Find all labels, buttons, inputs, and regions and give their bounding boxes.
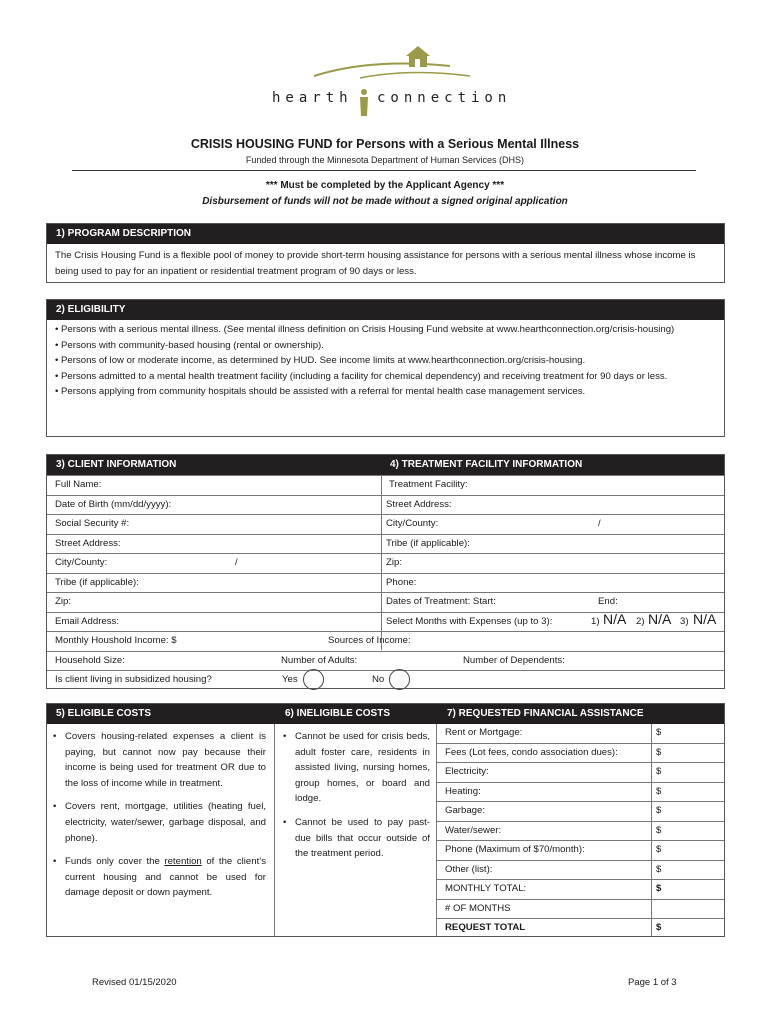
list-item: • Cannot be used for crisis beds, adult foster care, residents in assisted living, nursing homes, group homes, or board and lodge.	[283, 729, 430, 807]
client-street-field[interactable]: Street Address:	[55, 537, 121, 549]
list-item: • Covers housing-related expenses a client is paying, but cannot now pay because their income is being used for treatment OR due to the loss of income while in treatment.	[53, 729, 266, 791]
table-row	[47, 475, 724, 495]
ineligible-costs-list	[283, 729, 430, 862]
notice: *** Must be completed by the Applicant Agency ***	[265, 180, 505, 191]
list-item	[53, 854, 266, 901]
list-item: • Persons with community-based housing (rental or ownership).	[55, 338, 716, 354]
ineligible-costs-column	[275, 724, 437, 936]
table-row	[437, 744, 724, 764]
month-1-label: 1)	[591, 615, 600, 627]
list-item: • Persons applying from community hospitals should be assisted with a referral for mental health case management services.	[55, 384, 716, 400]
table-row	[47, 651, 724, 671]
section-heading: 1) PROGRAM DESCRIPTION	[47, 224, 724, 244]
facility-city-field[interactable]: City/County:	[386, 518, 439, 529]
ssn-field[interactable]: Social Security #:	[55, 518, 130, 529]
client-city-field[interactable]: City/County:	[55, 557, 108, 568]
household-size-field[interactable]: Household Size:	[55, 654, 125, 666]
month-2-label: 2)	[636, 615, 645, 627]
client-facility-table	[46, 454, 725, 689]
number-of-adults-field[interactable]: Number of Adults:	[281, 654, 358, 666]
no-label: No	[372, 674, 385, 685]
month-2-select[interactable]: N/A	[648, 610, 672, 627]
table-row	[437, 841, 724, 861]
month-3-label: 3)	[680, 615, 689, 627]
disbursement-notice: Disbursement of funds will not be made without a signed original application	[202, 196, 568, 207]
table-row	[437, 822, 724, 842]
monthly-total-label: MONTHLY TOTAL:	[445, 883, 527, 894]
email-field[interactable]: Email Address:	[55, 615, 119, 627]
financial-assistance-table	[437, 724, 724, 936]
assistance-label: Other (list):	[445, 863, 493, 875]
program-description-section	[46, 223, 725, 283]
list-item: • Covers rent, mortgage, utilities (heating fuel, electricity, water/sewer, garbage disposal, and phone).	[53, 799, 266, 846]
table-row	[47, 553, 724, 573]
retention-text: retention	[164, 856, 202, 868]
request-total-label: REQUEST TOTAL	[445, 922, 526, 933]
table-row	[437, 880, 724, 900]
request-total-field[interactable]: $	[651, 919, 724, 936]
number-of-dependents-field[interactable]: Number of Dependents:	[463, 654, 565, 666]
table-row	[437, 919, 724, 936]
page-number: Page 1 of 3	[628, 977, 677, 988]
slash: /	[598, 518, 601, 529]
table-row	[47, 514, 724, 534]
monthly-income-field[interactable]: Monthly Houshold Income: $	[55, 635, 177, 646]
assistance-amount-field[interactable]: $	[651, 724, 724, 743]
section-heading-row	[47, 704, 724, 724]
text: of the client’s current housing and cannot be used for damage deposit or down payment.	[65, 856, 266, 899]
program-description-text: The Crisis Housing Fund is a flexible pool of money to provide short-term housing assistance for persons with a serious mental illness whose income is being used to pay for an inpatient or residential treatment program of 90 days or less.	[55, 250, 696, 277]
table-row	[47, 534, 724, 554]
eligible-costs-column	[47, 724, 275, 936]
table-row	[437, 900, 724, 920]
no-radio[interactable]	[389, 669, 410, 690]
person-icon	[357, 88, 371, 118]
financial-assistance-heading: 7) REQUESTED FINANCIAL ASSISTANCE	[447, 708, 644, 719]
slash: /	[235, 557, 238, 568]
section-heading: 2) ELIGIBILITY	[47, 300, 724, 320]
table-row	[47, 495, 724, 515]
section-heading-row	[47, 455, 724, 475]
page-subtitle: Funded through the Minnesota Department of Human Services (DHS)	[245, 155, 525, 165]
eligibility-section	[46, 299, 725, 437]
subsidized-housing-label: Is client living in subsidized housing?	[55, 674, 212, 685]
table-row	[437, 763, 724, 783]
assistance-label: Rent or Mortgage:	[445, 727, 523, 738]
facility-tribe-field[interactable]: Tribe (if applicable):	[386, 537, 470, 549]
treatment-start-field[interactable]: Dates of Treatment: Start:	[386, 596, 496, 607]
eligible-costs-list	[53, 729, 266, 901]
treatment-end-field[interactable]: End:	[598, 596, 618, 607]
assistance-label: Garbage:	[445, 805, 486, 816]
month-3-select[interactable]: N/A	[693, 610, 717, 627]
costs-section	[46, 703, 725, 937]
yes-label: Yes	[282, 674, 298, 685]
text: Funds only cover the	[65, 856, 165, 868]
table-row	[437, 802, 724, 822]
table-row	[437, 783, 724, 803]
revised-date: Revised 01/15/2020	[92, 977, 177, 988]
assistance-amount-field[interactable]: $	[651, 861, 724, 880]
sources-of-income-field[interactable]: Sources of Income:	[328, 635, 411, 646]
yes-radio[interactable]	[303, 669, 324, 690]
month-1-select[interactable]: N/A	[603, 610, 627, 627]
table-row	[437, 724, 724, 744]
facility-phone-field[interactable]: Phone:	[386, 576, 417, 588]
client-zip-field[interactable]: Zip:	[55, 596, 71, 607]
assistance-amount-field[interactable]: $	[651, 783, 724, 802]
eligibility-list	[47, 320, 724, 402]
ineligible-costs-heading: 6) INELIGIBLE COSTS	[285, 708, 391, 719]
full-name-field[interactable]: Full Name:	[55, 479, 102, 490]
table-row	[47, 573, 724, 593]
assistance-amount-field[interactable]: $	[651, 763, 724, 782]
table-row	[47, 670, 724, 689]
page-title: CRISIS HOUSING FUND for Persons with a Serious Mental Illness	[190, 137, 580, 151]
treatment-facility-field[interactable]: Treatment Facility:	[389, 479, 468, 490]
list-item: • Persons admitted to a mental health treatment facility (including a facility for chemical dependency) and receiving treatment for 90 days or less.	[55, 369, 716, 385]
client-heading: 3) CLIENT INFORMATION	[56, 459, 177, 470]
assistance-amount-field[interactable]: $	[651, 744, 724, 763]
facility-heading: 4) TREATMENT FACILITY INFORMATION	[390, 459, 583, 470]
monthly-total-field[interactable]: $	[651, 880, 724, 899]
list-item: • Persons with a serious mental illness. (See mental illness definition on Crisis Housing Fund website at www.hearthconnection.org/crisis-housing)	[55, 322, 716, 338]
assistance-label: Heating:	[445, 785, 481, 797]
logo-text-connection: connection	[377, 90, 512, 106]
select-months-label: Select Months with Expenses (up to 3):	[386, 615, 553, 627]
assistance-amount-field[interactable]: $	[651, 822, 724, 841]
number-of-months-label: # OF MONTHS	[445, 902, 511, 914]
assistance-label: Electricity:	[445, 766, 489, 777]
table-row	[437, 861, 724, 881]
dob-field[interactable]: Date of Birth (mm/dd/yyyy):	[55, 498, 172, 510]
list-item: • Cannot be used to pay past-due bills that occur outside of the treatment period.	[283, 815, 430, 862]
list-item: • Persons of low or moderate income, as determined by HUD. See income limits at www.hearthconnection.org/crisis-housing.	[55, 353, 716, 369]
logo-text-hearth: hearth	[272, 90, 353, 106]
assistance-label: Water/sewer:	[445, 824, 502, 836]
assistance-amount-field[interactable]: $	[651, 802, 724, 821]
table-row	[47, 612, 724, 632]
eligible-costs-heading: 5) ELIGIBLE COSTS	[56, 708, 152, 719]
assistance-label: Fees (Lot fees, condo association dues):	[445, 746, 618, 758]
assistance-label: Phone (Maximum of $70/month):	[445, 844, 585, 855]
table-row	[47, 631, 724, 651]
assistance-amount-field[interactable]: $	[651, 841, 724, 860]
client-tribe-field[interactable]: Tribe (if applicable):	[55, 576, 139, 588]
house-icon	[300, 42, 500, 92]
facility-street-field[interactable]: Street Address:	[386, 498, 452, 510]
table-row	[47, 592, 724, 612]
facility-zip-field[interactable]: Zip:	[386, 557, 402, 568]
divider	[72, 170, 696, 171]
number-of-months-field[interactable]	[651, 900, 724, 919]
